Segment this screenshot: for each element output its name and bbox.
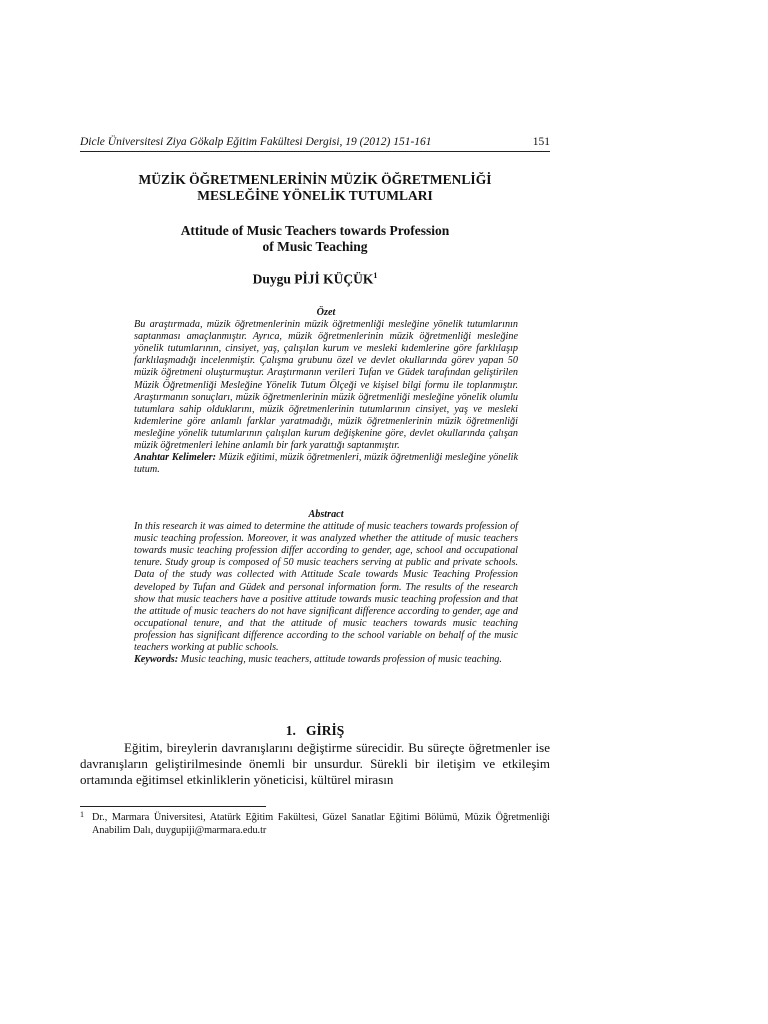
english-title <box>80 223 550 255</box>
page-number: 151 <box>532 136 550 148</box>
footnote-divider <box>80 806 266 807</box>
english-title-line-2: of Music Teaching <box>262 239 368 254</box>
author-footnote-mark: 1 <box>373 271 378 280</box>
author-name: Duygu PİJİ KÜÇÜK <box>252 271 374 287</box>
section-heading-giris: 1. GİRİŞ <box>285 723 345 738</box>
abstract-heading: Abstract <box>308 509 344 520</box>
abstract-section <box>134 509 518 666</box>
ozet-keywords <box>134 452 518 476</box>
journal-citation: Dicle Üniversitesi Ziya Gökalp Eğitim Fakültesi Dergisi, 19 (2012) 151-161 <box>80 136 432 148</box>
footnote <box>80 812 550 837</box>
ozet-keywords-text: Müzik eğitimi, müzik öğretmenleri, müzik öğretmenliği mesleğine yönelik tutum. <box>134 452 519 476</box>
footnote-text: Dr., Marmara Üniversitesi, Atatürk Eğitim Fakültesi, Güzel Sanatlar Eğitimi Bölümü, Müzik Öğretmenliği Anabilim Dalı, duygupiji@marmara.edu.tr <box>92 812 550 836</box>
ozet-heading: Özet <box>316 307 336 318</box>
abstract-keywords-text: Music teaching, music teachers, attitude towards profession of music teaching. <box>180 654 502 666</box>
turkish-title-line-2: MESLEĞİNE YÖNELİK TUTUMLARI <box>197 188 433 203</box>
footnote-mark: 1 <box>80 810 84 819</box>
abstract-keywords-label: Keywords: <box>134 654 179 666</box>
english-title-line-1: Attitude of Music Teachers towards Profession <box>180 223 450 238</box>
author-line <box>80 271 550 288</box>
abstract-text: In this research it was aimed to determine the attitude of music teachers towards profession of music teaching profession. Moreover, it was analyzed whether the attitude of music teachers towards music teaching profession differ according to gender, age, school and occupational tenure. Study group is composed of 50 music teachers serving at public and private schools. Data of the study was collected with Attitude Scale towards Music Teaching Profession developed by Tufan and Güdek and personal information form. The results of the research show that music teachers have a positive attitude towards music teaching profession and that the attitude of music teachers do not have significant difference according to gender, age and occupational tenure, and that the attitude of music teachers towards music teaching profession has significant difference according to the school variable on behalf of the music teachers working at public schools. <box>134 521 518 654</box>
turkish-title <box>80 172 550 204</box>
running-header <box>80 136 550 152</box>
ozet-keywords-label: Anahtar Kelimeler: <box>134 452 217 464</box>
turkish-title-line-1: MÜZİK ÖĞRETMENLERİNİN MÜZİK ÖĞRETMENLİĞİ <box>138 172 492 187</box>
abstract-keywords <box>134 654 518 666</box>
ozet-text: Bu araştırmada, müzik öğretmenlerinin müzik öğretmenliği mesleğine yönelik tutumlarının saptanması amaçlanmıştır. Ayrıca, müzik öğretmenlerinin müzik öğretmenliği mesleğine yönelik tutumlarının, cinsiyet, yaş, çalışılan kurum ve mesleki kıdemlerine göre farklılaşıp farklılaşmadığı incelenmiştir. Çalışma grubunu özel ve devlet okullarında görev yapan 50 müzik öğretmeni oluşturmuştur. Araştırmanın verileri Tufan ve Güdek tarafından geliştirilen Müzik Öğretmenliği Mesleğine Yönelik Tutum Ölçeği ve kişisel bilgi formu ile toplanmıştır. Araştırmanın sonuçları, müzik öğretmenlerinin müzik öğretmenliği mesleğine yönelik olumlu tutumlara sahip olduklarını, müzik öğretmenlerinin tutumlarının cinsiyet, yaş ve mesleki kıdemlerine göre anlamlı farklar yaratmadığı, müzik öğretmenlerinin müzik öğretmenliği mesleğine yönelik tutumlarının çalışılan kurum değişkenine göre, devlet okullarında çalışan müzik öğretmenleri lehine anlamlı bir fark yarattığı saptanmıştır. <box>134 319 518 452</box>
body-paragraph: Eğitim, bireylerin davranışlarını değiştirme sürecidir. Bu süreçte öğretmenler ise davranışların geliştirilmesinde önemli bir unsurdur. Sürekli bir iletişim ve etkileşim ortamında eğitimsel etkinliklerin yöneticisi, kültürel mirasın <box>80 740 550 787</box>
ozet-section <box>134 307 518 476</box>
